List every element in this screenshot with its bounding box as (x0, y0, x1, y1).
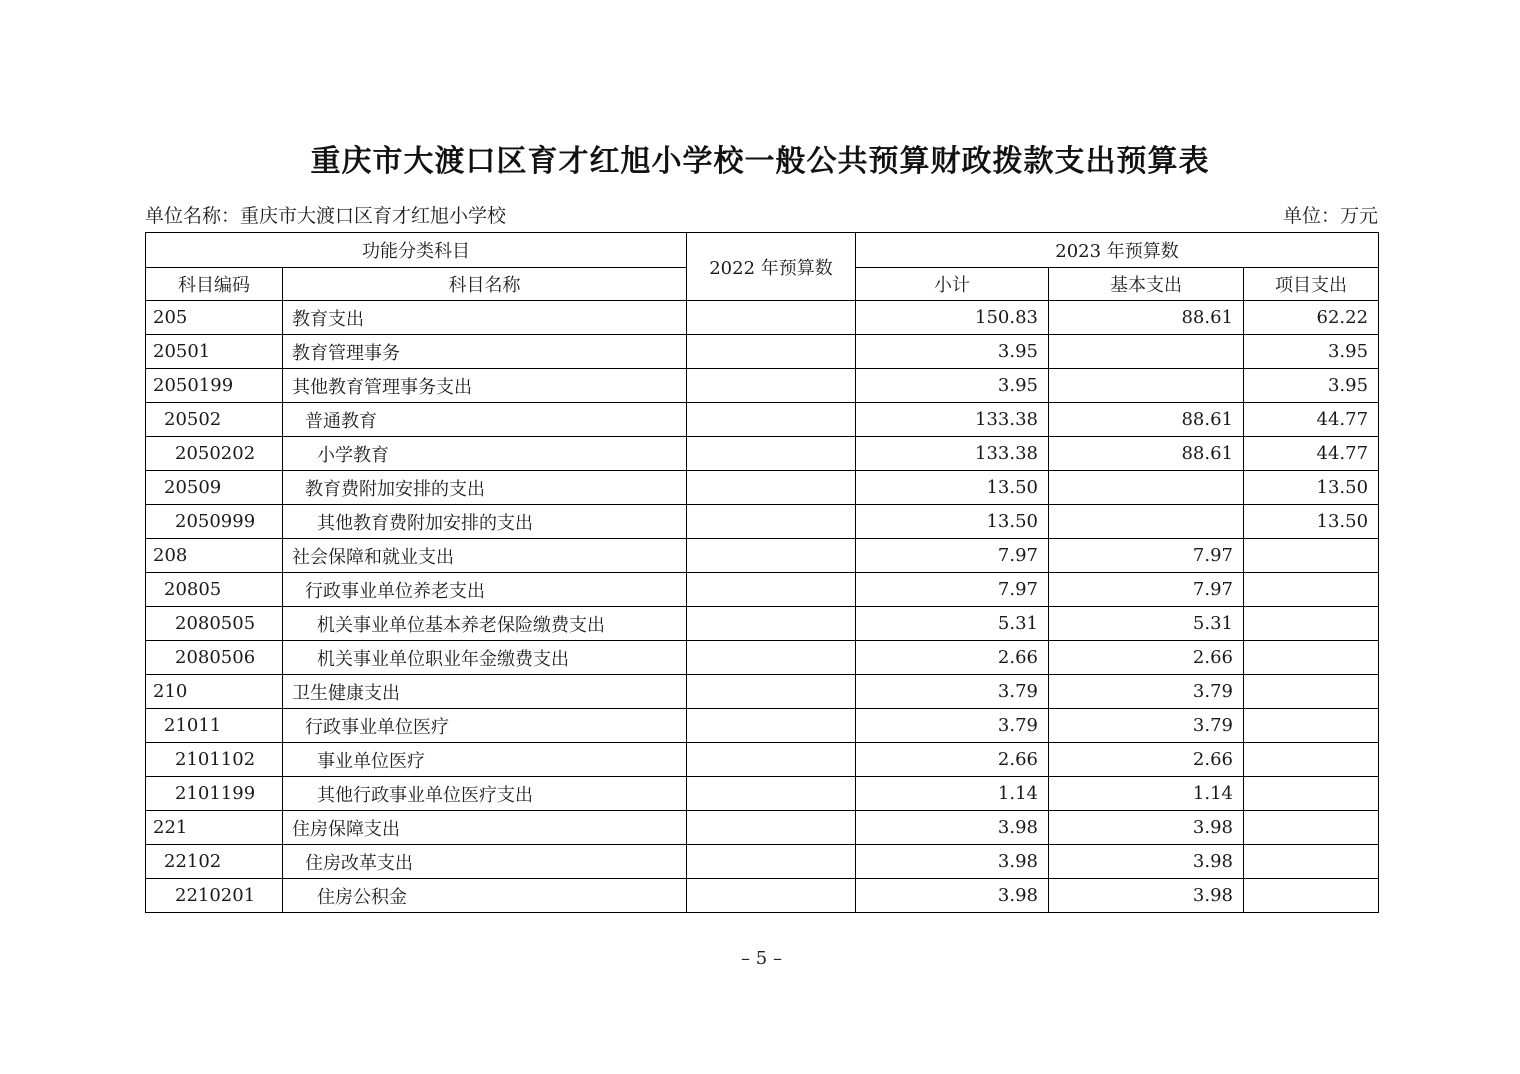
budget-2022-value (687, 403, 856, 437)
table-row (146, 573, 1379, 607)
table-row (146, 369, 1379, 403)
project-expenditure-value: 3.95 (1244, 369, 1379, 403)
basic-expenditure-value (1049, 335, 1244, 369)
header-2023-budget: 2023 年预算数 (856, 233, 1379, 268)
subject-name: 教育管理事务 (283, 335, 687, 369)
table-row (146, 811, 1379, 845)
table-row (146, 539, 1379, 573)
basic-expenditure-value (1049, 471, 1244, 505)
basic-expenditure-value: 1.14 (1049, 777, 1244, 811)
budget-table (145, 232, 1379, 913)
project-expenditure-value: 3.95 (1244, 335, 1379, 369)
subject-name: 住房公积金 (283, 879, 687, 913)
subject-name: 事业单位医疗 (283, 743, 687, 777)
budget-table-header (146, 233, 1379, 301)
basic-expenditure-value (1049, 505, 1244, 539)
budget-2022-value (687, 301, 856, 335)
subject-code: 21011 (146, 709, 283, 743)
project-expenditure-value (1244, 777, 1379, 811)
subject-name: 教育费附加安排的支出 (283, 471, 687, 505)
budget-2022-value (687, 437, 856, 471)
subject-code: 2050202 (146, 437, 283, 471)
subject-name: 机关事业单位职业年金缴费支出 (283, 641, 687, 675)
subject-code: 221 (146, 811, 283, 845)
budget-2022-value (687, 641, 856, 675)
budget-2022-value (687, 369, 856, 403)
budget-2022-value (687, 811, 856, 845)
budget-table-body (146, 301, 1379, 913)
project-expenditure-value (1244, 879, 1379, 913)
subject-name: 小学教育 (283, 437, 687, 471)
header-basic-expenditure: 基本支出 (1049, 268, 1244, 301)
basic-expenditure-value: 2.66 (1049, 641, 1244, 675)
subtotal-value: 133.38 (856, 437, 1049, 471)
subtotal-value: 3.79 (856, 675, 1049, 709)
budget-2022-value (687, 505, 856, 539)
table-row (146, 607, 1379, 641)
table-row (146, 709, 1379, 743)
project-expenditure-value (1244, 641, 1379, 675)
project-expenditure-value (1244, 811, 1379, 845)
subject-name: 教育支出 (283, 301, 687, 335)
unit-name-label: 单位名称：重庆市大渡口区育才红旭小学校 (145, 205, 507, 227)
subject-code: 2101199 (146, 777, 283, 811)
basic-expenditure-value: 88.61 (1049, 301, 1244, 335)
subject-code: 210 (146, 675, 283, 709)
table-row (146, 471, 1379, 505)
subject-name: 其他教育管理事务支出 (283, 369, 687, 403)
table-row (146, 879, 1379, 913)
subtotal-value: 3.98 (856, 811, 1049, 845)
header-2022-budget: 2022 年预算数 (687, 233, 856, 301)
table-row (146, 505, 1379, 539)
project-expenditure-value (1244, 743, 1379, 777)
header-subject-code: 科目编码 (146, 268, 283, 301)
subtotal-value: 13.50 (856, 471, 1049, 505)
subtotal-value: 7.97 (856, 539, 1049, 573)
subject-code: 2050199 (146, 369, 283, 403)
subject-code: 2050999 (146, 505, 283, 539)
budget-2022-value (687, 743, 856, 777)
subject-code: 2080505 (146, 607, 283, 641)
basic-expenditure-value: 3.79 (1049, 709, 1244, 743)
budget-2022-value (687, 709, 856, 743)
page-number: – 5 – (741, 948, 782, 969)
budget-2022-value (687, 845, 856, 879)
basic-expenditure-value: 2.66 (1049, 743, 1244, 777)
budget-2022-value (687, 607, 856, 641)
subject-code: 2101102 (146, 743, 283, 777)
budget-2022-value (687, 879, 856, 913)
budget-2022-value (687, 675, 856, 709)
project-expenditure-value (1244, 573, 1379, 607)
table-row (146, 301, 1379, 335)
header-subject-name: 科目名称 (283, 268, 687, 301)
table-row (146, 675, 1379, 709)
table-row (146, 845, 1379, 879)
table-row (146, 437, 1379, 471)
subtotal-value: 7.97 (856, 573, 1049, 607)
subject-name: 普通教育 (283, 403, 687, 437)
table-meta-row (145, 203, 1378, 229)
subject-name: 机关事业单位基本养老保险缴费支出 (283, 607, 687, 641)
basic-expenditure-value: 88.61 (1049, 403, 1244, 437)
subject-code: 20805 (146, 573, 283, 607)
currency-unit-label: 单位：万元 (1282, 205, 1378, 227)
budget-2022-value (687, 539, 856, 573)
subtotal-value: 1.14 (856, 777, 1049, 811)
project-expenditure-value: 44.77 (1244, 437, 1379, 471)
project-expenditure-value (1244, 607, 1379, 641)
subtotal-value: 133.38 (856, 403, 1049, 437)
subject-name: 行政事业单位医疗 (283, 709, 687, 743)
project-expenditure-value: 62.22 (1244, 301, 1379, 335)
basic-expenditure-value: 7.97 (1049, 539, 1244, 573)
basic-expenditure-value: 3.98 (1049, 845, 1244, 879)
basic-expenditure-value: 88.61 (1049, 437, 1244, 471)
project-expenditure-value (1244, 709, 1379, 743)
subject-code: 20502 (146, 403, 283, 437)
page-title: 重庆市大渡口区育才红旭小学校一般公共预算财政拨款支出预算表 (310, 144, 1210, 179)
subtotal-value: 3.95 (856, 369, 1049, 403)
budget-2022-value (687, 471, 856, 505)
project-expenditure-value: 44.77 (1244, 403, 1379, 437)
budget-2022-value (687, 335, 856, 369)
subject-code: 205 (146, 301, 283, 335)
project-expenditure-value (1244, 675, 1379, 709)
project-expenditure-value: 13.50 (1244, 505, 1379, 539)
subtotal-value: 2.66 (856, 641, 1049, 675)
header-subtotal: 小计 (856, 268, 1049, 301)
subtotal-value: 3.95 (856, 335, 1049, 369)
subtotal-value: 5.31 (856, 607, 1049, 641)
table-row (146, 403, 1379, 437)
project-expenditure-value (1244, 539, 1379, 573)
basic-expenditure-value: 5.31 (1049, 607, 1244, 641)
subject-name: 行政事业单位养老支出 (283, 573, 687, 607)
basic-expenditure-value: 3.98 (1049, 879, 1244, 913)
subject-name: 其他行政事业单位医疗支出 (283, 777, 687, 811)
subtotal-value: 13.50 (856, 505, 1049, 539)
subject-code: 208 (146, 539, 283, 573)
subtotal-value: 2.66 (856, 743, 1049, 777)
subject-code: 20501 (146, 335, 283, 369)
basic-expenditure-value: 3.79 (1049, 675, 1244, 709)
subject-code: 20509 (146, 471, 283, 505)
subject-name: 卫生健康支出 (283, 675, 687, 709)
subtotal-value: 3.98 (856, 845, 1049, 879)
project-expenditure-value: 13.50 (1244, 471, 1379, 505)
table-row (146, 777, 1379, 811)
basic-expenditure-value: 7.97 (1049, 573, 1244, 607)
subject-name: 其他教育费附加安排的支出 (283, 505, 687, 539)
subject-name: 住房改革支出 (283, 845, 687, 879)
subject-code: 22102 (146, 845, 283, 879)
header-functional-category: 功能分类科目 (146, 233, 687, 268)
table-row (146, 641, 1379, 675)
table-row (146, 743, 1379, 777)
subject-code: 2080506 (146, 641, 283, 675)
subtotal-value: 3.79 (856, 709, 1049, 743)
subject-name: 社会保障和就业支出 (283, 539, 687, 573)
basic-expenditure-value (1049, 369, 1244, 403)
basic-expenditure-value: 3.98 (1049, 811, 1244, 845)
subtotal-value: 150.83 (856, 301, 1049, 335)
subject-name: 住房保障支出 (283, 811, 687, 845)
budget-2022-value (687, 573, 856, 607)
project-expenditure-value (1244, 845, 1379, 879)
subtotal-value: 3.98 (856, 879, 1049, 913)
header-project-expenditure: 项目支出 (1244, 268, 1379, 301)
budget-2022-value (687, 777, 856, 811)
table-row (146, 335, 1379, 369)
subject-code: 2210201 (146, 879, 283, 913)
